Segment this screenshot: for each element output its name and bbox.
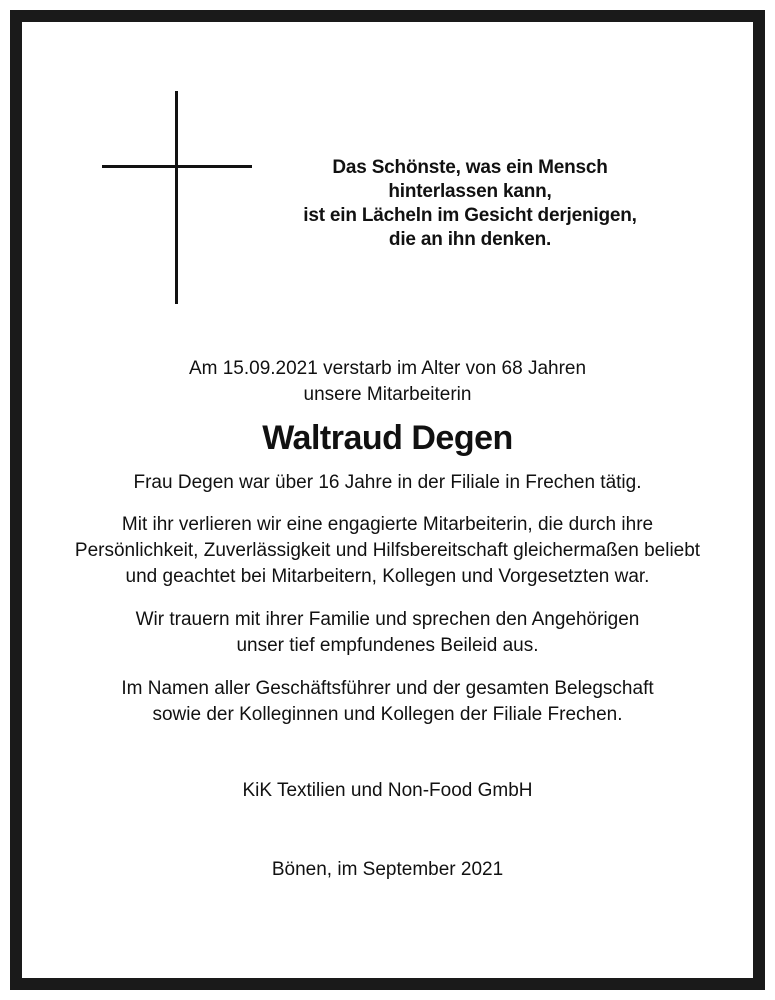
on-behalf-line: sowie der Kolleginnen und Kollegen der Filiale Frechen. xyxy=(152,704,623,725)
death-announcement xyxy=(40,356,735,408)
tribute-line: und geachtet bei Mitarbeitern, Kollegen und Vorgesetzten war. xyxy=(125,566,650,587)
place-date-line: Bönen, im September 2021 xyxy=(271,859,504,880)
quote-line: hinterlassen kann, xyxy=(388,181,552,202)
quote-line: die an ihn denken. xyxy=(388,229,552,250)
tribute-line: Persönlichkeit, Zuverlässigkeit und Hilfsbereitschaft gleichermaßen beliebt xyxy=(74,540,701,561)
quote-line: ist ein Lächeln im Gesicht derjenigen, xyxy=(303,205,637,226)
intro-line: Am 15.09.2021 verstarb im Alter von 68 Jahren xyxy=(188,358,587,379)
cross-vertical-bar xyxy=(175,91,178,304)
deceased-name: Waltraud Degen xyxy=(262,419,513,457)
company-name: KiK Textilien und Non-Food GmbH xyxy=(242,780,533,801)
tenure-statement xyxy=(40,470,735,496)
cross-horizontal-bar xyxy=(102,165,252,168)
place-and-date xyxy=(40,857,735,883)
condolence-paragraph xyxy=(40,607,735,659)
on-behalf-paragraph xyxy=(40,676,735,728)
intro-line: unsere Mitarbeiterin xyxy=(303,384,472,405)
on-behalf-line: Im Namen aller Geschäftsführer und der gesamten Belegschaft xyxy=(121,678,654,699)
tribute-paragraph xyxy=(40,512,735,590)
company-signature xyxy=(40,778,735,804)
quote-line: Das Schönste, was ein Mensch xyxy=(332,157,608,178)
condolence-line: unser tief empfundenes Beileid aus. xyxy=(236,635,539,656)
memorial-quote xyxy=(290,156,650,252)
tenure-line: Frau Degen war über 16 Jahre in der Filiale in Frechen tätig. xyxy=(133,472,642,493)
condolence-line: Wir trauern mit ihrer Familie und sprechen den Angehörigen xyxy=(135,609,640,630)
tribute-line: Mit ihr verlieren wir eine engagierte Mitarbeiterin, die durch ihre xyxy=(121,514,654,535)
